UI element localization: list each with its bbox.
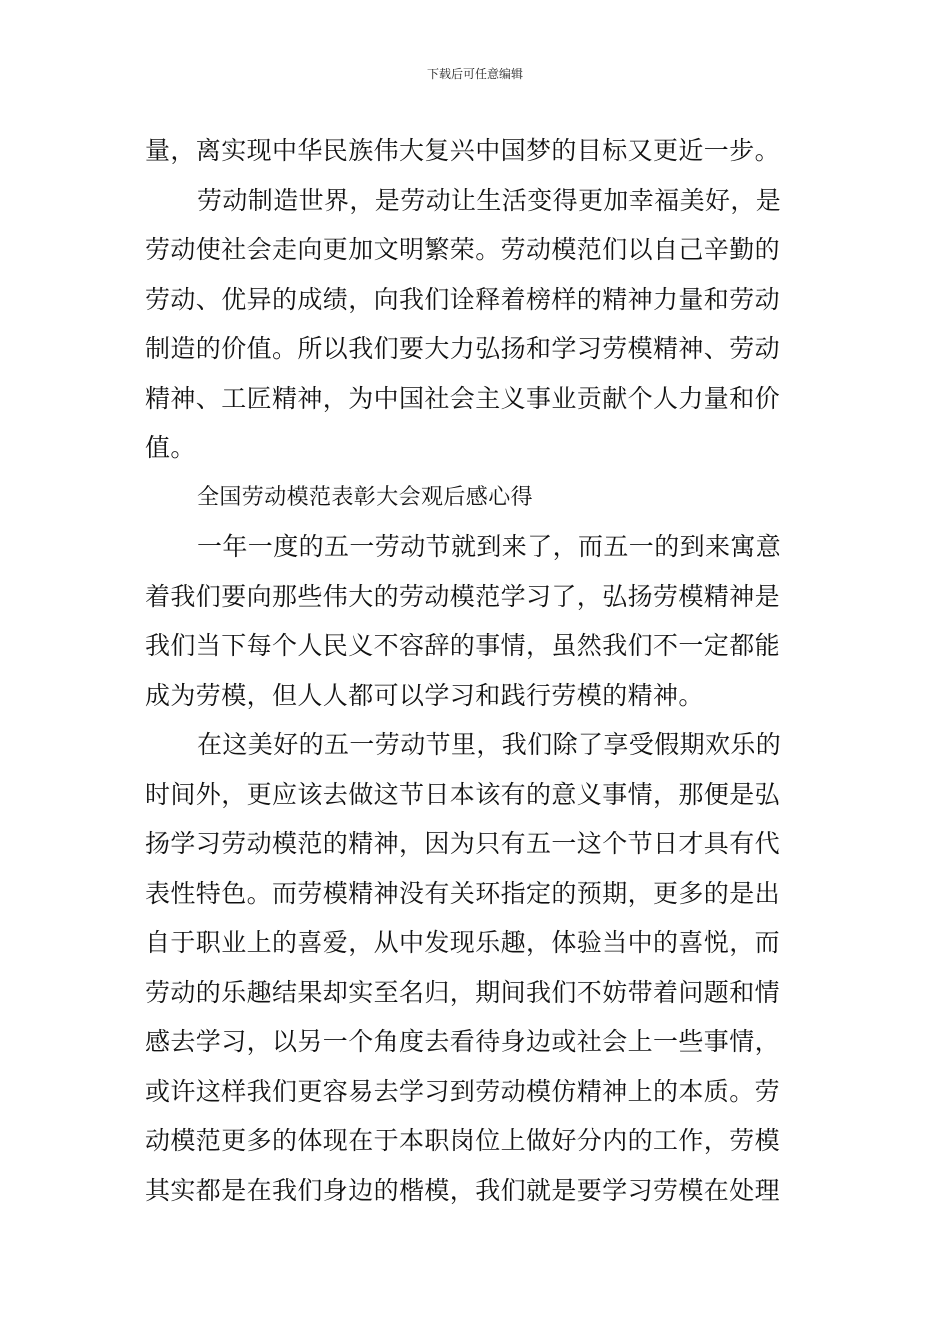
- text-line: 一年一度的五一劳动节就到来了，而五一的到来寓意: [197, 532, 782, 561]
- text-line: 着我们要向那些伟大的劳动模范学习了，弘扬劳模精神是: [145, 581, 781, 611]
- text-line: 劳动使社会走向更加文明繁荣。劳动模范们以自己辛勤的: [145, 235, 781, 264]
- document-body: [145, 126, 810, 1215]
- text-line: 劳动、优异的成绩，向我们诠释着榜样的精神力量和劳动: [145, 284, 781, 314]
- text-line: 我们当下每个人民义不容辞的事情，虽然我们不一定都能: [145, 631, 781, 660]
- text-line: 在这美好的五一劳动节里，我们除了享受假期欢乐的: [197, 730, 782, 759]
- text-line: 表性特色。而劳模精神没有关环指定的预期，更多的是出: [145, 878, 781, 908]
- text-line: 制造的价值。所以我们要大力弘扬和学习劳模精神、劳动: [145, 334, 781, 363]
- text-line: 时间外，更应该去做这节日本该有的意义事情，那便是弘: [145, 779, 781, 809]
- text-line: 劳动的乐趣结果却实至名归，期间我们不妨带着问题和情: [145, 977, 781, 1007]
- text-line: 自于职业上的喜爱，从中发现乐趣，体验当中的喜悦，而: [145, 928, 781, 957]
- page-header: 下载后可任意编辑: [426, 67, 523, 81]
- text-line: 动模范更多的体现在于本职岗位上做好分内的工作，劳模: [145, 1126, 781, 1155]
- text-line: 量，离实现中华民族伟大复兴中国梦的目标又更近一步。: [145, 136, 781, 165]
- text-line: 劳动制造世界，是劳动让生活变得更加幸福美好，是: [197, 185, 782, 215]
- text-line: 扬学习劳动模范的精神，因为只有五一这个节日才具有代: [145, 829, 781, 858]
- text-line: 值。: [145, 433, 196, 462]
- text-line: 或许这样我们更容易去学习到劳动模仿精神上的本质。劳: [145, 1076, 781, 1106]
- text-line: 其实都是在我们身边的楷模，我们就是要学习劳模在处理: [145, 1175, 781, 1205]
- text-line: 感去学习，以另一个角度去看待身边或社会上一些事情，: [145, 1027, 781, 1056]
- section-heading: 全国劳动模范表彰大会观后感心得: [197, 484, 534, 510]
- text-line: 成为劳模，但人人都可以学习和践行劳模的精神。: [145, 680, 704, 710]
- text-line: 精神、工匠精神，为中国社会主义事业贡献个人力量和价: [145, 383, 781, 413]
